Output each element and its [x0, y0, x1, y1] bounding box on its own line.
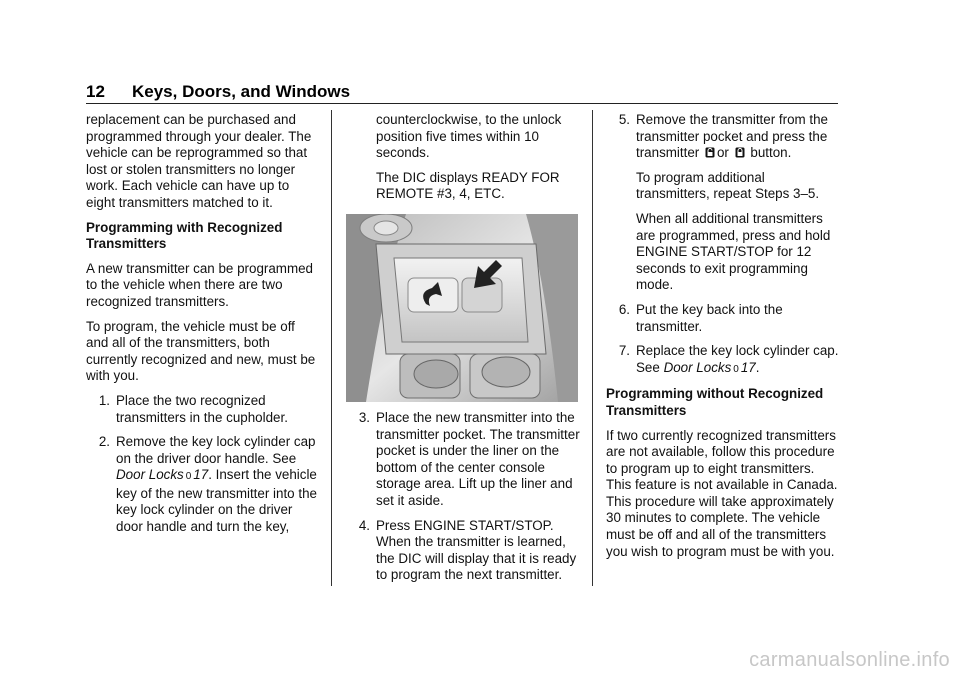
section-heading: Programming with Recognized Transmitters [86, 219, 283, 252]
list-item [86, 434, 318, 536]
list-item [346, 518, 582, 584]
unlock-transmitter-icon [705, 147, 715, 158]
list-text: Place the two recognized transmitters in the cupholder. [116, 392, 288, 425]
list-text [636, 112, 842, 162]
list-number: 7. [618, 343, 630, 359]
dic-message-text: The DIC displays READY FOR REMOTE #3, 4, ETC. [376, 169, 560, 202]
cross-reference-link[interactable]: Door Locks [116, 467, 184, 483]
column-middle-lower [346, 410, 582, 592]
list-text-part: or [716, 145, 729, 161]
intro-paragraph: replacement can be purchased and programmed through your dealer. The vehicle can be reprogrammed so that lost or stolen transmitters no longer work. Each vehicle can have up to eight transmitters matched to it. [86, 112, 312, 210]
list-text [116, 434, 318, 536]
paragraph: When all additional transmitters are programmed, press and hold ENGINE START/STOP for 12 seconds to exit programming mode. [636, 210, 831, 293]
list-item [346, 410, 582, 510]
list-item [86, 393, 318, 426]
watermark: carmanualsonline.info [749, 649, 950, 671]
list-item [606, 302, 842, 335]
list-text: Put the key back into the transmitter. [636, 301, 783, 334]
continued-text: counterclockwise, to the unlock position five times within 10 seconds. [376, 112, 562, 161]
list-text-part: Replace the key lock cylinder cap. See [636, 343, 839, 375]
section-heading: Programming without Recognized Transmitters [606, 386, 824, 418]
column-divider [331, 110, 332, 586]
cross-reference-link[interactable]: Door Locks [663, 359, 732, 375]
page-reference[interactable]: 17 [193, 467, 209, 483]
list-text-part: . Insert the vehicle key of the new transmitter into the key lock cylinder on the driver door handle and turn the key, [116, 467, 317, 535]
header-rule [86, 103, 838, 104]
list-item [606, 112, 842, 162]
column-middle [346, 112, 582, 211]
list-number: 5. [618, 112, 630, 127]
list-number: 6. [618, 301, 630, 317]
console-transmitter-pocket-illustration [346, 214, 578, 402]
list-text-part: Remove the key lock cylinder cap on the driver door handle. See [116, 434, 316, 466]
list-text-part: . [755, 359, 760, 375]
list-number: 4. [358, 517, 370, 533]
page-number: 12 [86, 82, 105, 101]
page-header [86, 82, 838, 102]
section-title: Keys, Doors, and Windows [132, 82, 351, 101]
page-ref-arrow-icon: 0 [185, 471, 192, 483]
lock-transmitter-icon [735, 147, 745, 158]
list-text-part: button. [750, 145, 792, 161]
column-left [86, 112, 318, 544]
list-text: Press ENGINE START/STOP. When the transmitter is learned, the DIC will display that it is ready to program the next transmitter. [376, 517, 577, 583]
paragraph: To program additional transmitters, repeat Steps 3–5. [636, 169, 820, 202]
list-number: 1. [98, 392, 110, 408]
page-reference[interactable]: 17 [740, 359, 756, 375]
paragraph: To program, the vehicle must be off and all of the transmitters, both currently recognized and new, must be with you. [86, 318, 316, 384]
column-divider [592, 110, 593, 586]
paragraph: If two currently recognized transmitters are not available, follow this procedure to program up to eight transmitters. This feature is not available in Canada. This procedure will take approximately 30 minutes to complete. The vehicle must be off and all of the transmitters you wish to program must be with you. [606, 427, 838, 559]
column-right [606, 112, 842, 568]
list-number: 3. [358, 410, 370, 425]
list-item [606, 343, 842, 378]
list-text-part: Remove the transmitter from the transmitter pocket and press the transmitter [636, 112, 829, 161]
page-ref-arrow-icon: 0 [733, 363, 739, 375]
list-text [636, 343, 842, 378]
paragraph: A new transmitter can be programmed to the vehicle when there are two recognized transmitters. [86, 260, 313, 309]
list-text: Place the new transmitter into the transmitter pocket. The transmitter pocket is under the liner on the bottom of the center console storage area. Lift up the liner and set it aside. [376, 410, 580, 508]
console-illustration [346, 214, 578, 402]
list-number: 2. [98, 434, 110, 450]
